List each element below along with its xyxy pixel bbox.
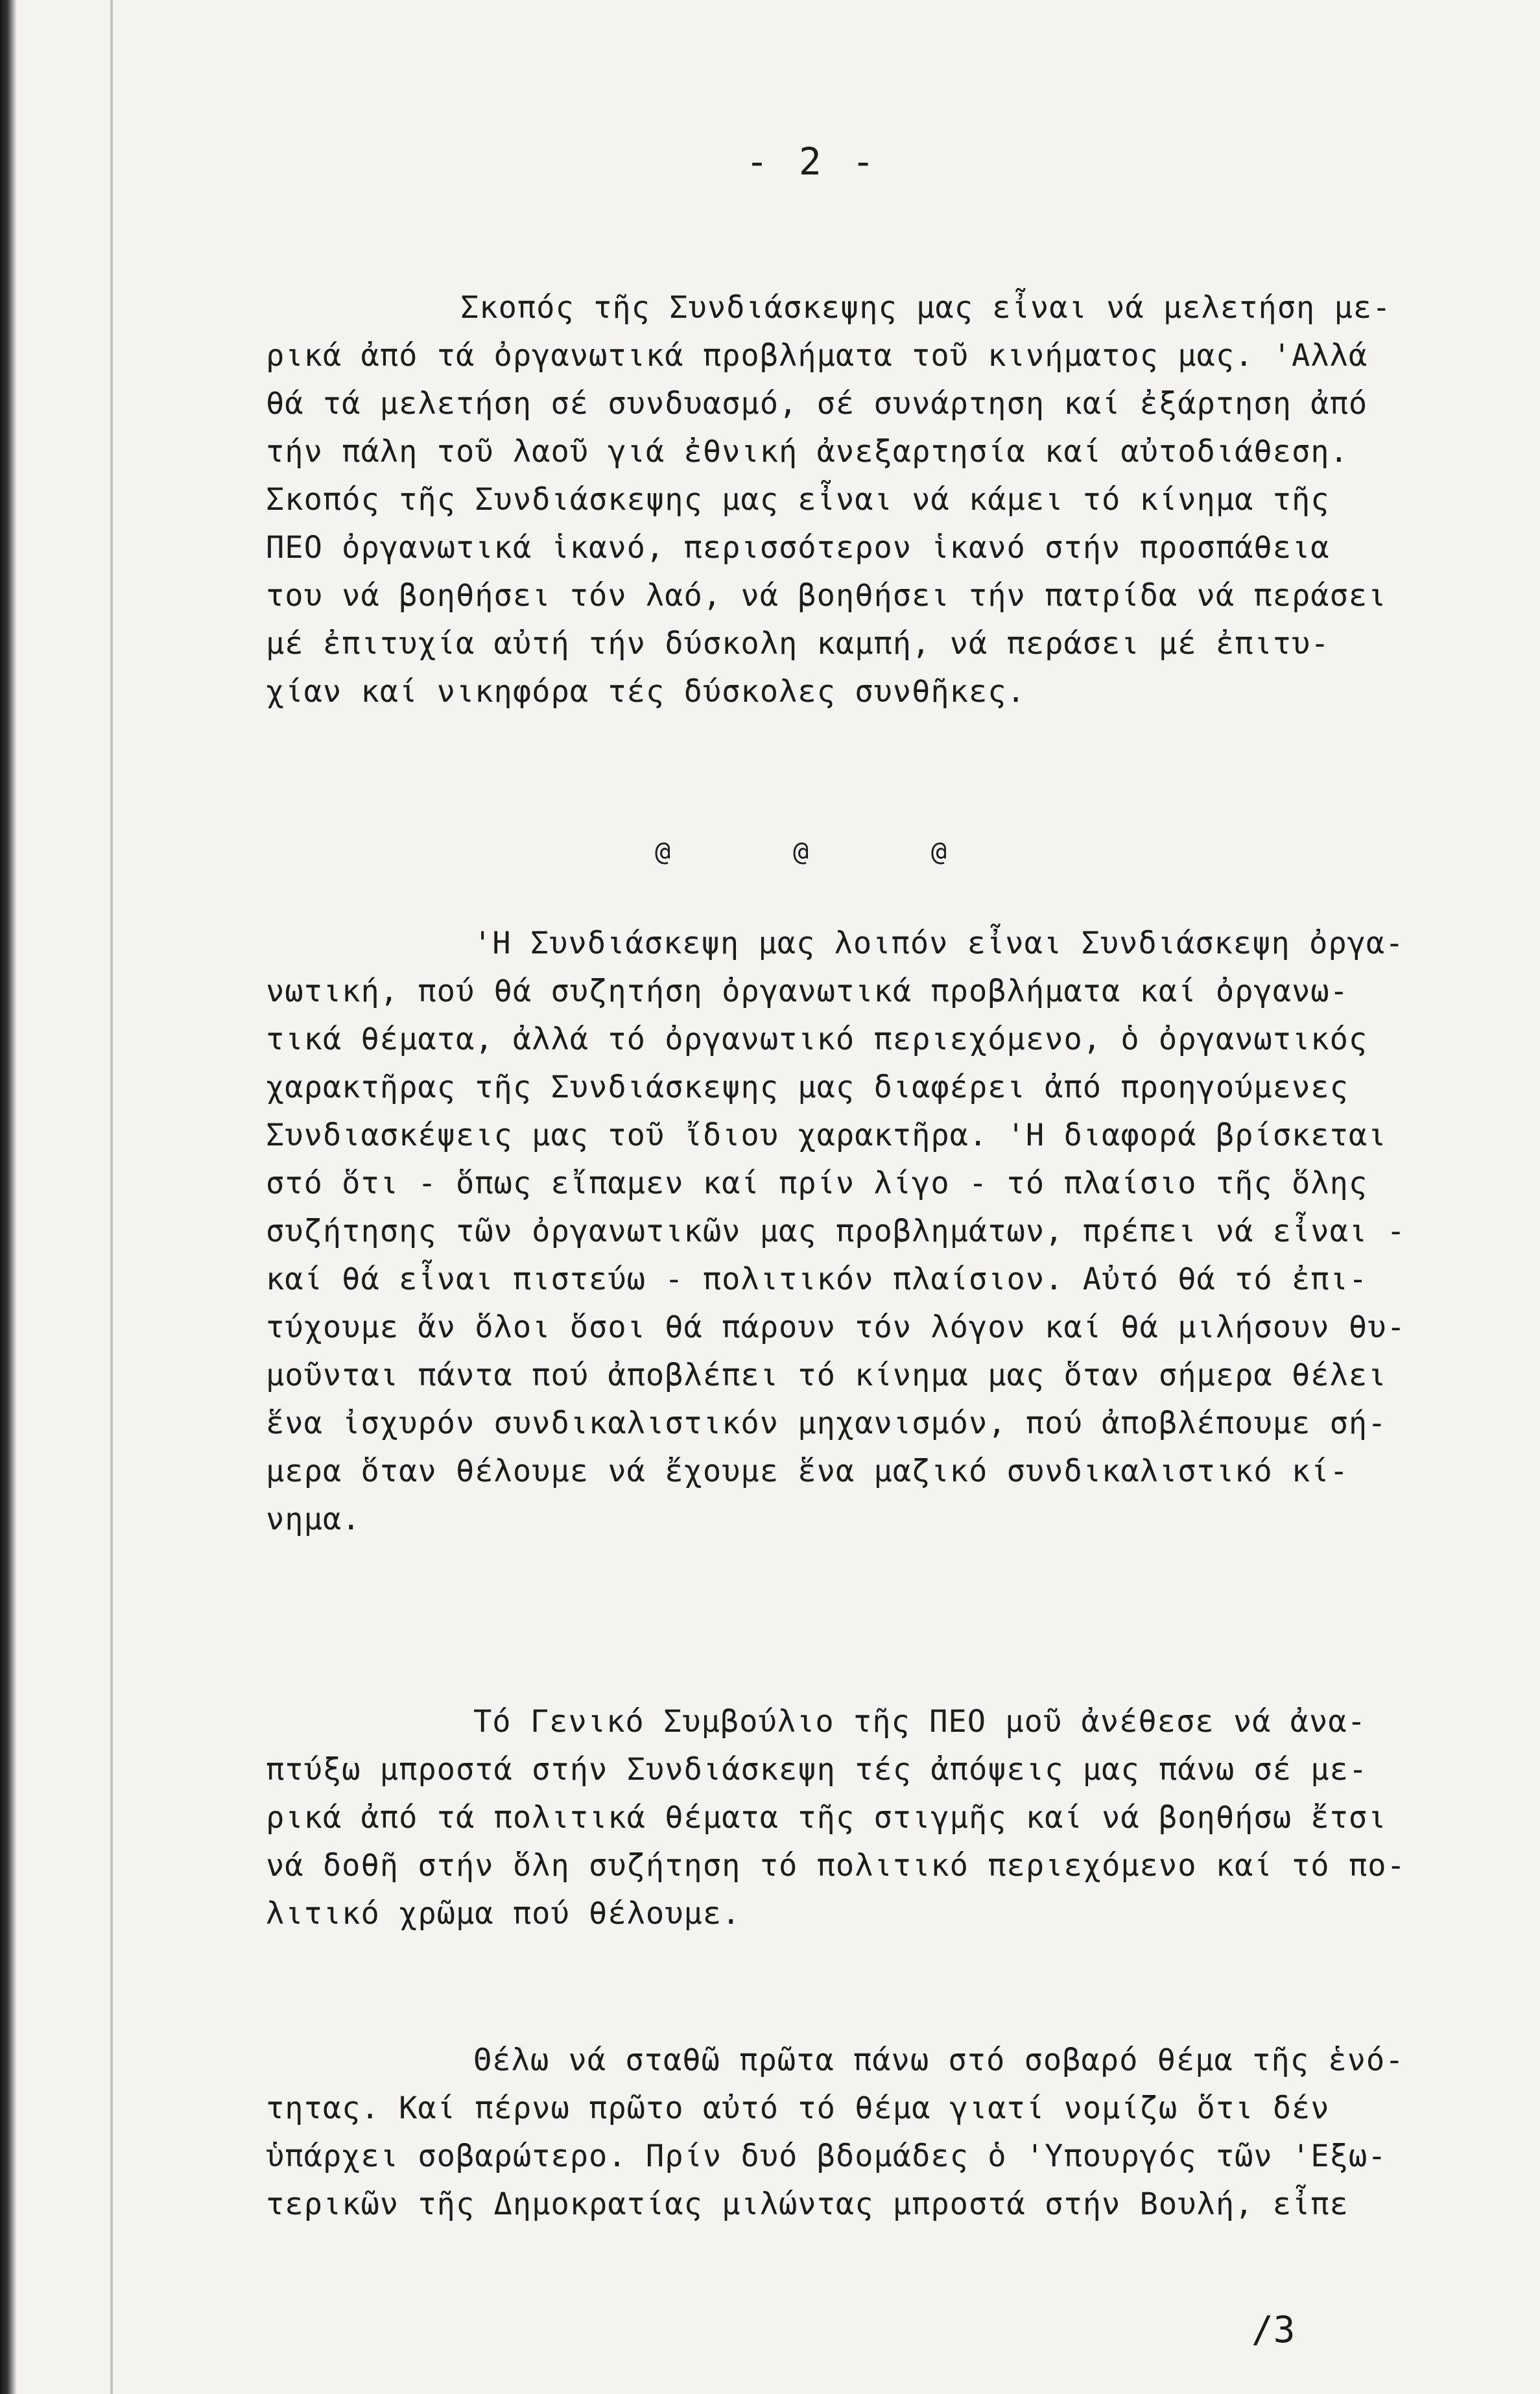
text-line: στό ὅτι - ὅπως εἴπαμεν καί πρίν λίγο - τό πλαίσιο τῆς ὅλης — [266, 1166, 1368, 1201]
text-line: ρικά ἀπό τά πολιτικά θέματα τῆς στιγμῆς καί νά βοηθήσω ἔτσι — [266, 1800, 1387, 1836]
text-line: νημα. — [266, 1502, 361, 1537]
paragraph-general-council — [266, 1698, 1465, 1938]
text-line: θά τά μελετήση σέ συνδυασμό, σέ συνάρτηση καί ἐξάρτηση ἀπό — [266, 386, 1368, 422]
text-line: ΠΕΟ ὀργανωτικά ἱκανό, περισσότερον ἱκανό στήν προσπάθεια — [266, 530, 1330, 566]
text-line: Τό Γενικό Συμβούλιο τῆς ΠΕΟ μοῦ ἀνέθεσε νά ἀνα- — [473, 1704, 1366, 1740]
next-page-reference: /3 — [1251, 2309, 1296, 2351]
text-line: καί θά εἶναι πιστεύω - πολιτικόν πλαίσιον. Αὐτό θά τό ἐπι- — [266, 1262, 1368, 1297]
scan-fold-line — [110, 0, 113, 2394]
scan-binding-edge — [0, 0, 17, 2394]
text-line: τύχουμε ἄν ὅλοι ὅσοι θά πάρουν τόν λόγον καί θά μιλήσουν θυ- — [266, 1310, 1406, 1345]
text-line: Συνδιασκέψεις μας τοῦ ἴδιου χαρακτῆρα. 'Η διαφορά βρίσκεται — [266, 1118, 1387, 1153]
text-line: Σκοπός τῆς Συνδιάσκεψης μας εἶναι νά κάμει τό κίνημα τῆς — [266, 482, 1330, 518]
text-line: του νά βοηθήσει τόν λαό, νά βοηθήσει τήν πατρίδα νά περάσει — [266, 578, 1387, 614]
text-line: ὑπάρχει σοβαρώτερο. Πρίν δυό βδομάδες ὁ 'Υπουργός τῶν 'Εξω- — [266, 2138, 1387, 2174]
text-line: νωτική, πού θά συζητήση ὀργανωτικά προβλήματα καί ὀργανω- — [266, 974, 1349, 1009]
text-line: ρικά ἀπό τά ὀργανωτικά προβλήματα τοῦ κινήματος μας. 'Αλλά — [266, 338, 1368, 374]
text-line: 'Η Συνδιάσκεψη μας λοιπόν εἶναι Συνδιάσκεψη ὀργα- — [473, 926, 1404, 961]
text-line: ἕνα ἰσχυρόν συνδικαλιστικόν μηχανισμόν, πού ἀποβλέπουμε σή- — [266, 1406, 1387, 1441]
separator-mark: @ — [792, 837, 809, 867]
text-line: Θέλω νά σταθῶ πρῶτα πάνω στό σοβαρό θέμα τῆς ἑνό- — [473, 2042, 1404, 2078]
text-line: τητας. Καί πέρνω πρῶτο αὐτό τό θέμα γιατί νομίζω ὅτι δέν — [266, 2090, 1330, 2126]
text-line: χαρακτῆρας τῆς Συνδιάσκεψης μας διαφέρει ἀπό προηγούμενες — [266, 1070, 1349, 1105]
paragraph-unity — [266, 2037, 1465, 2229]
text-line: χίαν καί νικηφόρα τές δύσκολες συνθῆκες. — [266, 674, 1026, 710]
text-line: μοῦνται πάντα πού ἀποβλέπει τό κίνημα μας ὅταν σήμερα θέλει — [266, 1358, 1387, 1393]
text-line: Σκοπός τῆς Συνδιάσκεψης μας εἶναι νά μελετήση με- — [460, 290, 1392, 326]
text-line: πτύξω μπροστά στήν Συνδιάσκεψη τές ἀπόψεις μας πάνω σέ με- — [266, 1752, 1368, 1788]
text-line: λιτικό χρῶμα πού θέλουμε. — [266, 1896, 741, 1932]
text-line: νά δοθῆ στήν ὅλη συζήτηση τό πολιτικό περιεχόμενο καί τό πο- — [266, 1848, 1406, 1884]
section-separator — [655, 837, 947, 867]
separator-mark: @ — [930, 837, 947, 867]
text-line: μέ ἐπιτυχία αὐτή τήν δύσκολη καμπή, νά περάσει μέ ἐπιτυ- — [266, 626, 1330, 662]
text-line: μερα ὅταν θέλουμε νά ἔχουμε ἕνα μαζικό συνδικαλιστικό κί- — [266, 1454, 1349, 1489]
separator-mark: @ — [655, 837, 671, 867]
paragraph-organizational — [266, 920, 1465, 1544]
text-line: τικά θέματα, ἀλλά τό ὀργανωτικό περιεχόμενο, ὁ ὀργανωτικός — [266, 1022, 1368, 1057]
text-line: τήν πάλη τοῦ λαοῦ γιά ἐθνική ἀνεξαρτησία καί αὐτοδιάθεση. — [266, 434, 1349, 470]
page-number: - 2 - — [746, 139, 879, 184]
paragraph-purpose — [266, 284, 1465, 716]
text-line: συζήτησης τῶν ὀργανωτικῶν μας προβλημάτων, πρέπει νά εἶναι - — [266, 1214, 1406, 1249]
text-line: τερικῶν τῆς Δημοκρατίας μιλώντας μπροστά στήν Βουλή, εἶπε — [266, 2186, 1349, 2222]
